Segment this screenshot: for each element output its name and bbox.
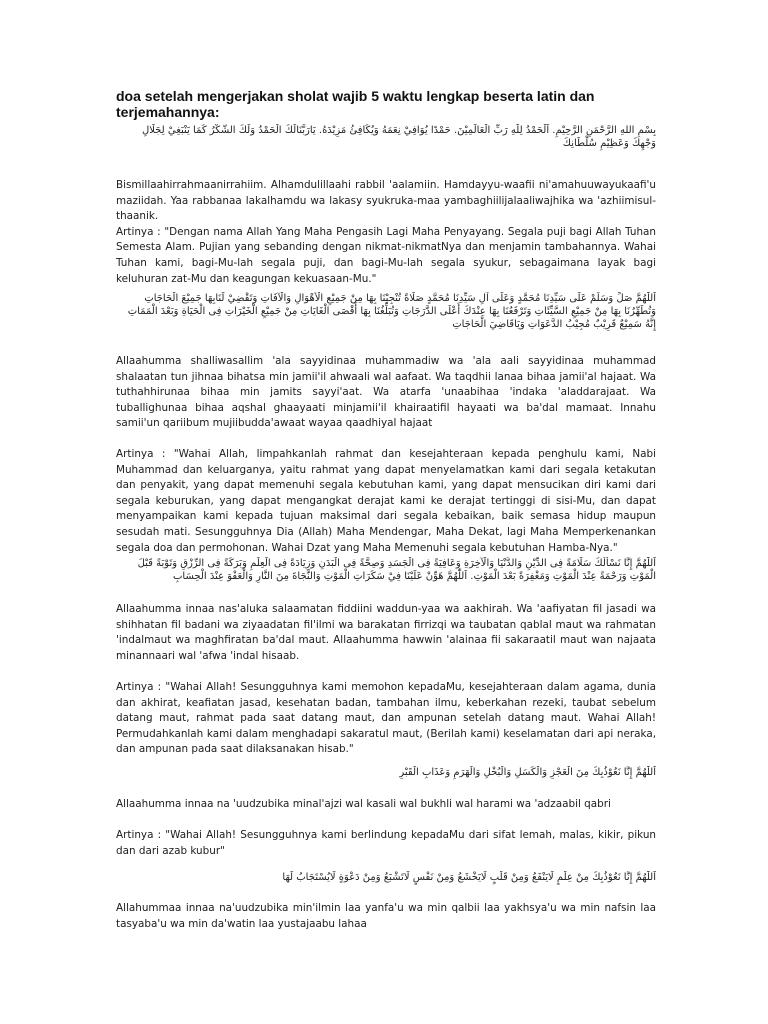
arabic-text: اَللّٰهُمَّ صَلِّ وَسَلِّمْ عَلَى سَيِّدِنَا مُحَمَّدٍ وَعَلَى آلِ سَيِّدِنَا مُحَمَّدٍ صَلَاةً تُنْجِيْنَا بِهَا مِنْ جَمِيْعِ الْأَهْوَالِ وَالْآفَاتِ وَتَقْضِيْ لَنَابِهَا جَمِيْعَ الْحَاجَاتِ وَتُطَهِّرُنَا بِهَا مِنْ جَمِيْعِ السَّيِّئَاتِ وَتَرْفَعُنَا بِهَا عِنْدَكَ أَعْلَى الدَّرَجَاتِ وَتُبَلِّغُنَا بِهَا أَقْصَى الْغَايَاتِ مِنْ جَمِيْعِ الْخَيْرَاتِ فِى الْحَيَاةِ وَبَعْدَ الْمَمَاتِ إِنَّهُ سَمِيْعٌ قَرِيْبٌ مُجِيْبُ الدَّعَوَاتِ وَيَاقَاضِيَ الْحَاجَاتِ <box>127 293 656 330</box>
arabic-text: اَللّٰهُمَّ إِنَّا نَعُوْذُبِكَ مِنَ الْعَجْزِ وَالْكَسَلِ وَالْبُخْلِ وَالْهَرَمِ وَعَذَابِ الْقَبْرِ <box>399 767 656 778</box>
arabic-text: اَللّٰهُمَّ إِنَّا نَسْأَلُكَ سَلَامَةً فِى الدِّيْنِ وَالدُّنْيَا وَالْآخِرَةِ وَعَافِيَةً فِى الْجَسَدِ وَصِحَّةً فِى الْبَدَنِ وَزِيَادَةً فِى الْعِلْمِ وَبَرَكَةً فِى الرِّزْقِ وَتَوْبَةً قَبْلَ الْمَوْتِ وَرَحْمَةً عِنْدَ الْمَوْتِ وَمَغْفِرَةً بَعْدَ الْمَوْتِ. اَللّٰهُمَّ هَوِّنْ عَلَيْنَا فِيْ سَكَرَاتِ الْمَوْتِ وَالنَّجَاةَ مِنَ النَّارِ وَالْعَفْوَ عِنْدَ الْحِسَابِ <box>137 558 656 582</box>
latin-paragraph: Bismillaahirrahmaanirrahiim. Alhamdulillaahi rabbil 'aalamiin. Hamdayyu-waafii ni'amahuuwayukaafi'u maziidah. Yaa rabbanaa lakalhamdu wa lakasy syukruka-maa yambaghiilijalaaliwajhika wa 'azhiimisul-thaanik. <box>116 179 656 223</box>
latin-paragraph: Allaahumma innaa nas'aluka salaamatan fiddiini waddun-yaa wa aakhirah. Wa 'aafiyatan fil jasadi wa shihhatan fil badani wa ziyaadatan fil'ilmi wa barakatan firrizqi wa taubatan qablal maut wa rahmatan 'indalmaut wa maghfiratan ba'dal maut. Allaahumma hawwin 'alainaa fii sakaraatil maut wan najaata minannaari wal 'afwa 'indal hisaab. <box>116 603 656 662</box>
translation-paragraph: Artinya : "Wahai Allah! Sesungguhnya kami memohon kepadaMu, kesejahteraan dalam agama, dunia dan akhirat, keafiatan jasad, kesehatan badan, tambahan ilmu, keberkahan rezeki, taubat sebelum datang maut, rahmat pada saat datang maut, dan ampunan setelah datang maut. Wahai Allah! Permudahkanlah kami dalam menghadapi sakaratul maut, (Berilah kami) keselamatan dari api neraka, dan ampunan pada saat dilaksanakan hisab." <box>116 681 656 756</box>
translation-paragraph: Artinya : "Dengan nama Allah Yang Maha Pengasih Lagi Maha Penyayang. Segala puji bagi Allah Tuhan Semesta Alam. Pujian yang sebanding dengan nikmat-nikmatNya dan menjamin tambahannya. Wahai Tuhan kami, bagi-Mu-lah segala puji, dan bagi-Mu-lah segala syukur, sebagaimana layak bagi keluhuran zat-Mu dan keagungan kekuasaan-Mu." <box>116 225 656 285</box>
latin-paragraph: Allaahumma innaa na 'uudzubika minal'ajzi wal kasali wal bukhli wal harami wa 'adzaabil qabri <box>116 798 611 810</box>
latin-text <box>116 178 656 287</box>
translation-paragraph: Artinya : "Wahai Allah, limpahkanlah rahmat dan kesejahteraan kepada penghulu kami, Nabi Muhammad dan keluarganya, yaitu rahmat yang dapat menyelamatkan kami dari segala ketakutan dan penyakit, yang dapat memenuhi segala kebutuhan kami, yang dapat mensucikan diri kami dari segala keburukan, yang dapat mengangkat derajat kami ke derajat tertinggi di sisi-Mu, dan dapat menyampaikan kami kepada tujuan maksimal dari segala kebaikan, baik semasa hidup maupun sesudah mati. Sesungguhnya Dia (Allah) Maha Mendengar, Maha Dekat, lagi Maha Memperkenankan segala doa dan permohonan. Wahai Dzat yang Maha Memenuhi segala kebutuhan Hamba-Nya." <box>116 448 656 554</box>
arabic-text: بِسْمِ اللهِ الرَّحْمَنِ الرَّحِيْمِ. اَلْحَمْدُ لِلّٰهِ رَبِّ الْعَالَمِيْنَ. حَمْدًا يُوَافِيْ نِعَمَهُ وَيُكَافِئُ مَزِيْدَهُ. يَارَبَّنَالَكَ الْحَمْدُ وَلَكَ الشُّكْرُ كَمَا يَنْبَغِيْ لِجَلَالِ وَجْهِكَ وَعَظِيْمِ سُلْطَانِكَ <box>141 125 656 149</box>
document-title: doa setelah mengerjakan sholat wajib 5 waktu lengkap beserta latin dan terjemahannya: <box>116 88 595 120</box>
latin-paragraph: Allaahumma shalliwasallim 'ala sayyidinaa muhammadiw wa 'ala aali sayyidinaa muhammad shalaatan tun jihnaa bihatsa min jamii'il ahwaali wal aafaat. Wa taqdhii lanaa bihaa jamii'al hajaat. Wa tuthahhirunaa bihaa min jamits sayyi'aat. Wa atarfa 'unaabihaa 'indaka 'aladdarajaat. Wa tuballighunaa bihaa aqshal ghaayaati minjamii'il khairaatifil hayaati wa ba'dal mamaat. Innahu samii'un qariibum mujiibudda'awaat wayaa qaadhiyal hajaat <box>116 355 656 430</box>
arabic-text: اَللّٰهُمَّ إِنَّا نَعُوْذُبِكَ مِنْ عِلْمٍ لَايَنْفَعُ وَمِنْ قَلْبٍ لَايَخْشَعُ وَمِنْ نَفْسٍ لَاتَشْبَعُ وَمِنْ دَعْوَةٍ لَايُسْتَجَابُ لَهَا <box>282 872 656 883</box>
latin-paragraph: Allahummaa innaa na'uudzubika min'ilmin laa yanfa'u wa min qalbii laa yakhsya'u wa min nafsin laa tasyaba'u wa min da'watin laa yustajaabu lahaa <box>116 902 656 930</box>
translation-paragraph: Artinya : "Wahai Allah! Sesungguhnya kami berlindung kepadaMu dari sifat lemah, malas, kikir, pikun dan dari azab kubur" <box>116 829 656 857</box>
